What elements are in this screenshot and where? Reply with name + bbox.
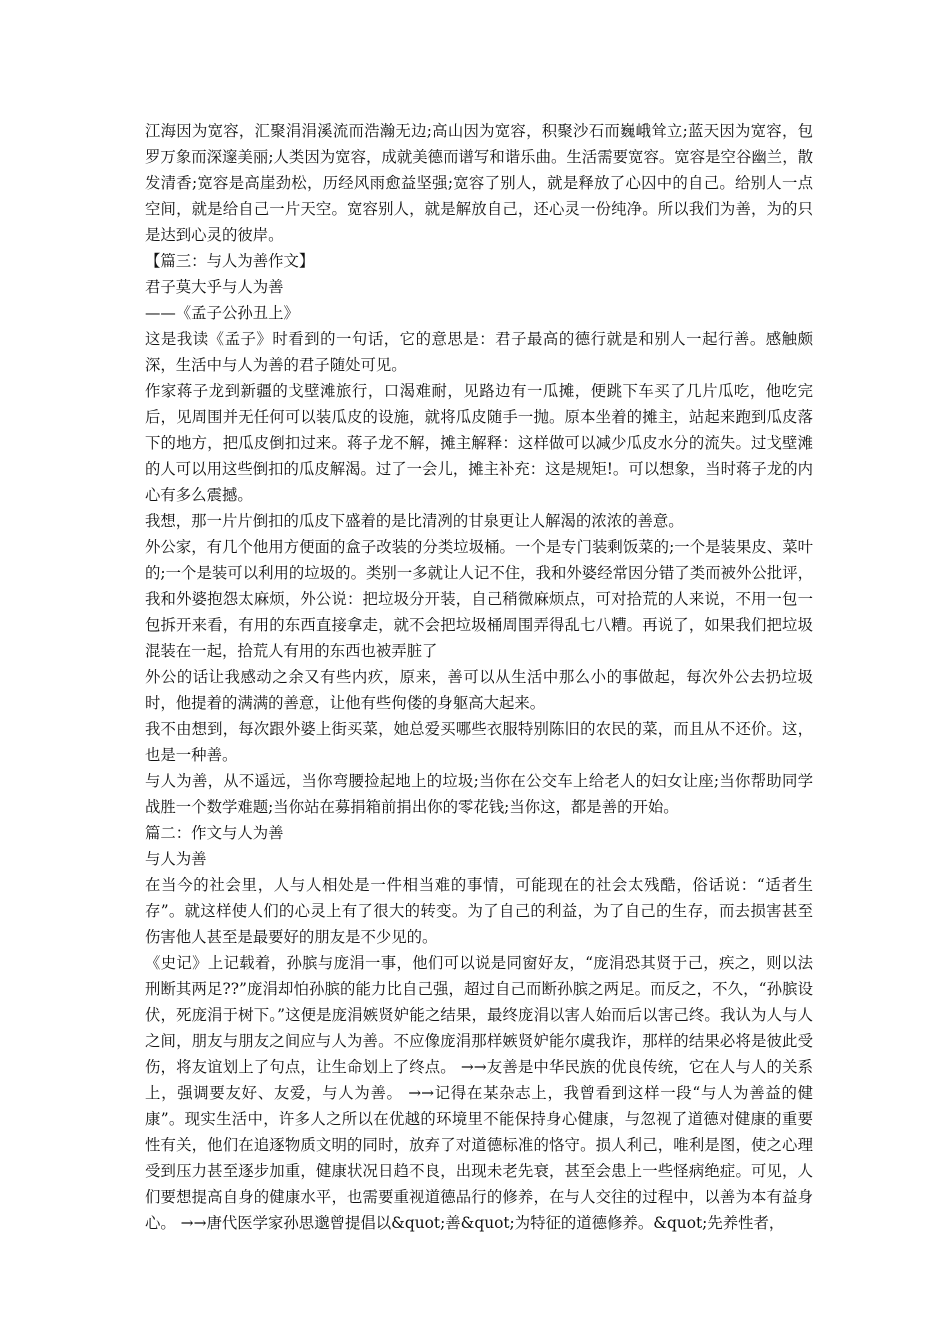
essay-title: 与人为善	[145, 850, 207, 868]
quote-source: ——《孟子公孙丑上》	[145, 304, 299, 322]
paragraph-melon-reflection: 我想，那一片片倒扣的瓜皮下盛着的是比清冽的甘泉更让人解渴的浓浓的善意。	[145, 512, 684, 530]
paragraph-grandpa-words: 外公的话让我感动之余又有些内疚，原来，善可以从生活中那么小的事做起，每次外公去扔垃圾时，他提着的满满的善意，让他有些佝偻的身躯高大起来。	[145, 668, 813, 712]
paragraph-mencius: 这是我读《孟子》时看到的一句话，它的意思是：君子最高的德行就是和别人一起行善。感触颇深，生活中与人为善的君子随处可见。	[145, 330, 813, 374]
section-heading-part-two: 篇二：作文与人为善	[145, 824, 284, 842]
essay-title-quote: 君子莫大乎与人为善	[145, 278, 284, 296]
paragraph-tolerance: 江海因为宽容，汇聚涓涓溪流而浩瀚无边;高山因为宽容，积聚沙石而巍峨耸立;蓝天因为宽容，包罗万象而深邃美丽;人类因为宽容，成就美德而谱写和谐乐曲。生活需要宽容。宽容是空谷幽兰，散发清香;宽容是高崖劲松，历经风雨愈益坚强;宽容了别人，就是释放了心囚中的自己。给别人一点空间，就是给自己一片天空。宽容别人，就是解放自己，还心灵一份纯净。所以我们为善，为的只是达到心灵的彼岸。	[145, 122, 813, 244]
section-heading-part-three: 【篇三：与人为善作文】	[145, 252, 315, 270]
paragraph-shiji: 《史记》上记载着，孙膑与庞涓一事，他们可以说是同窗好友，“庞涓恐其贤于己，疾之，则以法刑断其两足??”庞涓却怕孙膑的能力比自己强，超过自己而断孙膑之两足。而反之，不久，“孙膑设伏，死庞涓于树下。”这便是庞涓嫉贤妒能之结果，最终庞涓以害人始而后以害己终。我认为人与人之间，朋友与朋友之间应与人为善。不应像庞涓那样嫉贤妒能尔虞我诈，那样的结果必将是彼此受伤，将友谊划上了句点，让生命划上了终点。 →→友善是中华民族的优良传统，它在人与人的关系上，强调要友好、友爱，与人为善。 →→记得在某杂志上，我曾看到这样一段“与人为善益的健康”。现实生活中，许多人之所以在优越的环境里不能保持身心健康，与忽视了道德对健康的重要性有关，他们在追逐物质文明的同时，放弃了对道德标准的恪守。损人利己，唯利是图，使之心理受到压力甚至逐步加重，健康状况日趋不良，出现未老先衰，甚至会患上一些怪病绝症。可见，人们要想提高自身的健康水平，也需要重视道德品行的修养，在与人交往的过程中，以善为本有益身心。 →→唐代医学家孙思邈曾提倡以&quot;善&quot;为特征的道德修养。&quot;先养性者，	[145, 954, 813, 1232]
paragraph-kindness-start: 与人为善，从不遥远，当你弯腰捡起地上的垃圾;当你在公交车上给老人的妇女让座;当你帮助同学战胜一个数学难题;当你站在募捐箱前捐出你的零花钱;当你这，都是善的开始。	[145, 772, 813, 816]
paragraph-grandpa-bins: 外公家，有几个他用方便面的盒子改装的分类垃圾桶。一个是专门装剩饭菜的;一个是装果皮、菜叶的;一个是装可以利用的垃圾的。类别一多就让人记不住，我和外婆经常因分错了类而被外公批评，我和外婆抱怨太麻烦，外公说：把垃圾分开装，自己稍微麻烦点，可对拾荒的人来说，不用一包一包拆开来看，有用的东西直接拿走，就不会把垃圾桶周围弄得乱七八糟。再说了，如果我们把垃圾混装在一起，拾荒人有用的东西也被弄脏了	[145, 538, 813, 660]
paragraph-grandma-market: 我不由想到，每次跟外婆上街买菜，她总爱买哪些衣服特别陈旧的农民的菜，而且从不还价。这，也是一种善。	[145, 720, 813, 764]
paragraph-jiang-zilong: 作家蒋子龙到新疆的戈壁滩旅行，口渴难耐，见路边有一瓜摊，便跳下车买了几片瓜吃，他吃完后，见周围并无任何可以装瓜皮的设施，就将瓜皮随手一抛。原本坐着的摊主，站起来跑到瓜皮落下的地方，把瓜皮倒扣过来。蒋子龙不解，摊主解释：这样做可以减少瓜皮水分的流失。过戈壁滩的人可以用这些倒扣的瓜皮解渴。过了一会儿，摊主补充：这是规矩!。可以想象，当时蒋子龙的内心有多么震撼。	[145, 382, 813, 504]
paragraph-society: 在当今的社会里，人与人相处是一件相当难的事情，可能现在的社会太残酷，俗话说：“适者生存”。就这样使人们的心灵上有了很大的转变。为了自己的利益，为了自己的生存，而去损害甚至伤害他人甚至是最要好的朋友是不少见的。	[145, 876, 813, 946]
document-body	[145, 118, 813, 1236]
